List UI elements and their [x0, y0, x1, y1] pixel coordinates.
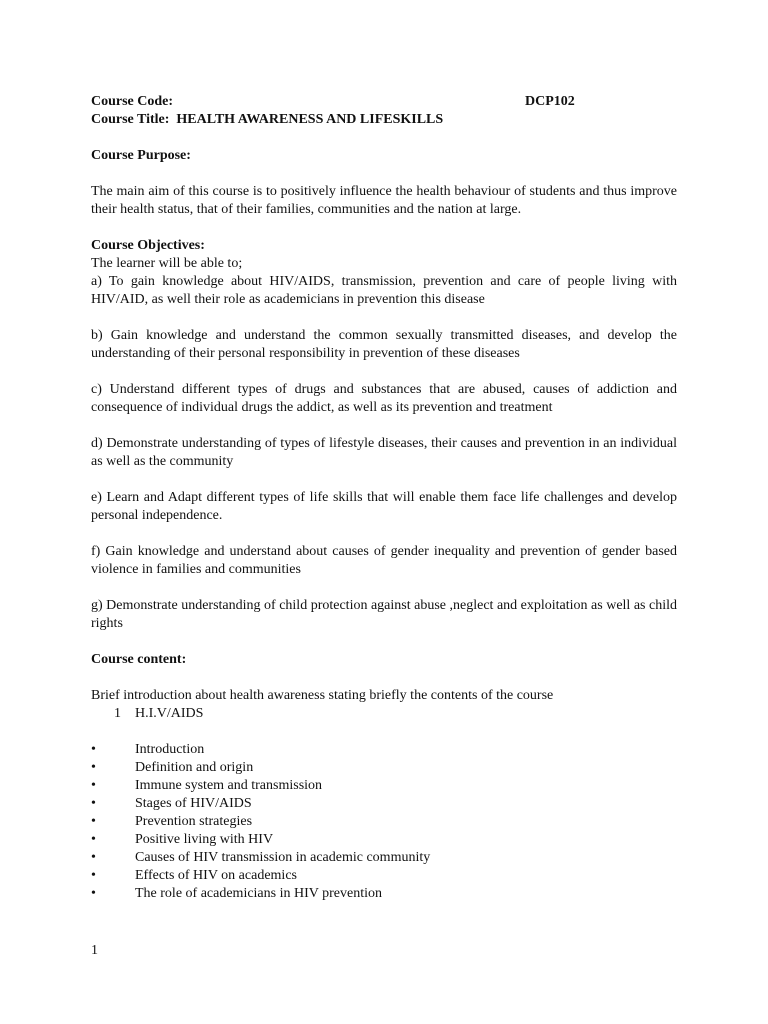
bullet-icon: • — [91, 850, 96, 865]
section-number: 1 — [114, 706, 121, 721]
list-item-text: Causes of HIV transmission in academic community — [135, 850, 431, 865]
bullet-icon: • — [91, 832, 96, 847]
list-item-text: Immune system and transmission — [135, 778, 323, 793]
section-heading — [91, 705, 677, 723]
list-item — [91, 849, 677, 867]
bullet-icon: • — [91, 760, 96, 775]
purpose-heading: Course Purpose: — [91, 148, 191, 163]
list-item-text: Stages of HIV/AIDS — [135, 796, 252, 811]
bullet-icon: • — [91, 868, 96, 883]
objective-item: g) Demonstrate understanding of child protection against abuse ,neglect and exploitation as well as child rights — [91, 598, 677, 631]
page-number: 1 — [91, 943, 98, 958]
course-title-line — [91, 111, 677, 129]
course-code-label: Course Code: — [91, 94, 174, 109]
objective-item: d) Demonstrate understanding of types of lifestyle diseases, their causes and prevention in an individual as well as the community — [91, 436, 677, 469]
list-item-text: Prevention strategies — [135, 814, 253, 829]
list-item — [91, 885, 677, 903]
course-title-value: HEALTH AWARENESS AND LIFESKILLS — [176, 112, 444, 127]
objectives-intro: The learner will be able to; — [91, 256, 243, 271]
list-item — [91, 867, 677, 885]
section-title: H.I.V/AIDS — [135, 706, 204, 721]
purpose-text: The main aim of this course is to positively influence the health behaviour of students and thus improve their health status, that of their families, communities and the nation at large. — [91, 184, 677, 217]
objective-item: f) Gain knowledge and understand about causes of gender inequality and prevention of gender based violence in families and communities — [91, 544, 677, 577]
objective-item: c) Understand different types of drugs and substances that are abused, causes of addiction and consequence of individual drugs the addict, as well as its prevention and treatment — [91, 382, 677, 415]
objective-item: a) To gain knowledge about HIV/AIDS, transmission, prevention and care of people living with HIV/AID, as well their role as academicians in prevention this disease — [91, 274, 677, 307]
document-body — [91, 93, 677, 903]
course-code-value: DCP102 — [525, 94, 575, 109]
content-heading: Course content: — [91, 652, 187, 667]
objective-item: e) Learn and Adapt different types of life skills that will enable them face life challenges and develop personal independence. — [91, 490, 677, 523]
list-item — [91, 759, 677, 777]
list-item — [91, 777, 677, 795]
content-intro: Brief introduction about health awareness stating briefly the contents of the course — [91, 688, 554, 703]
bullet-icon: • — [91, 886, 96, 901]
topic-list — [91, 741, 677, 903]
list-item-text: Positive living with HIV — [135, 832, 274, 847]
course-code-line — [91, 93, 677, 111]
list-item-text: Definition and origin — [135, 760, 254, 775]
bullet-icon: • — [91, 796, 96, 811]
objectives-heading: Course Objectives: — [91, 238, 205, 253]
list-item — [91, 741, 677, 759]
bullet-icon: • — [91, 742, 96, 757]
list-item-text: Effects of HIV on academics — [135, 868, 297, 883]
list-item-text: The role of academicians in HIV prevention — [135, 886, 382, 901]
list-item — [91, 831, 677, 849]
bullet-icon: • — [91, 814, 96, 829]
list-item — [91, 795, 677, 813]
list-item-text: Introduction — [135, 742, 205, 757]
course-title-label: Course Title: — [91, 112, 170, 127]
bullet-icon: • — [91, 778, 96, 793]
objective-item: b) Gain knowledge and understand the common sexually transmitted diseases, and develop the understanding of their personal responsibility in prevention of these diseases — [91, 328, 677, 361]
list-item — [91, 813, 677, 831]
